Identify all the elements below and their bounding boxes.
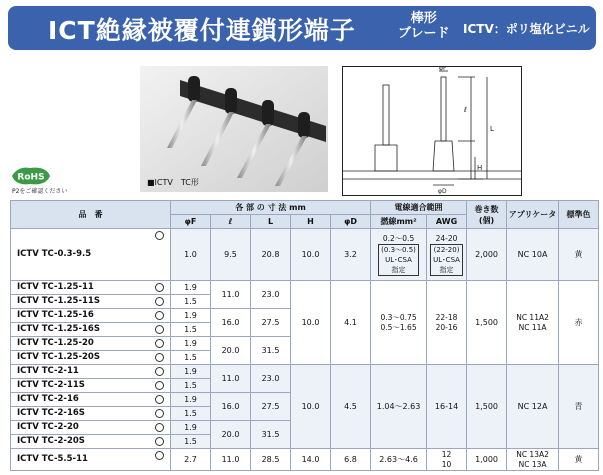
circle-mark-icon — [155, 437, 164, 446]
diagram-label-f: φF — [439, 67, 447, 72]
table-row: ICTV TC-2-11S 1.5 — [11, 379, 599, 393]
type-line1: 棒形 — [410, 11, 437, 26]
table-row: ICTV TC-1.25-20S 1.5 — [11, 351, 599, 365]
table-row: ICTV TC-2-16S 1.5 — [11, 407, 599, 421]
l-small-cell: 9.5 — [211, 229, 251, 281]
header-h: H — [291, 215, 331, 229]
circle-mark-icon — [155, 283, 164, 292]
awg-cert-box: (22-20) UL･CSA 指定 — [430, 244, 463, 276]
circle-mark-icon — [155, 367, 164, 376]
header-l-small: ℓ — [211, 215, 251, 229]
header-l-big: L — [251, 215, 291, 229]
circle-mark-icon — [155, 381, 164, 390]
terminal-photo-illustration — [140, 66, 328, 192]
circle-mark-icon — [155, 451, 164, 460]
color-cell: 黄 — [559, 229, 599, 281]
type-label — [398, 11, 449, 41]
product-photo — [140, 66, 328, 192]
qty-cell: 2,000 — [467, 229, 507, 281]
spec-table — [10, 200, 599, 471]
area-cell: 0.2～0.5 (0.3～0.5) UL･CSA 指定 — [371, 229, 427, 281]
circle-mark-icon — [155, 325, 164, 334]
l-big-cell: 20.8 — [251, 229, 291, 281]
diagram-label-l-big: L — [490, 125, 494, 133]
table-row: ICTV TC-2-20S 1.5 — [11, 435, 599, 449]
header-f: φF — [171, 215, 211, 229]
header-qty: 巻き数(個) — [467, 201, 507, 229]
header-dims: 各 部 の 寸 法 mm — [171, 201, 371, 215]
applicator-cell: NC 10A — [507, 229, 559, 281]
table-row: ICTV TC-2-20 1.9 20.0 31.5 — [11, 421, 599, 435]
circle-mark-icon — [155, 297, 164, 306]
table-row: ICTV TC-1.25-11 1.9 11.0 23.0 10.0 4.1 0.3～0.75 0.5～1.65 22-18 20-16 1,500 NC 11A2 NC 11A 赤 — [11, 281, 599, 295]
rohs-note: P2をご確認ください — [12, 188, 68, 195]
page-title: ICT絶縁被覆付連鎖形端子 — [48, 16, 356, 45]
header-color: 標準色 — [559, 201, 599, 229]
diagram-label-h: H — [477, 164, 483, 172]
type-line2: ブレード — [398, 26, 450, 41]
header-applicator: アプリケータ — [507, 201, 559, 229]
table-row: ICTV TC-1.25-16 1.9 16.0 27.5 — [11, 309, 599, 323]
circle-mark-icon — [155, 231, 164, 240]
header-banner — [8, 6, 596, 50]
table-row — [11, 229, 599, 281]
rohs-text: RoHS — [17, 172, 45, 183]
circle-mark-icon — [155, 395, 164, 404]
circle-mark-icon — [155, 311, 164, 320]
rohs-badge — [10, 166, 52, 186]
photo-caption: ■ICTV TC形 — [147, 178, 199, 187]
f-cell: 1.0 — [171, 229, 211, 281]
header-area: 撚線mm² — [371, 215, 427, 229]
area-cert-box: (0.3～0.5) UL･CSA 指定 — [378, 244, 419, 276]
table-row: ICTV TC-1.25-20 1.9 20.0 31.5 — [11, 337, 599, 351]
table-row: ICTV TC-1.25-16S 1.5 — [11, 323, 599, 337]
circle-mark-icon — [155, 339, 164, 348]
dimension-diagram — [342, 66, 522, 196]
table-row: ICTV TC-1.25-11S 1.5 — [11, 295, 599, 309]
material-label: ICTV：ポリ塩化ビニル — [463, 22, 590, 36]
circle-mark-icon — [155, 353, 164, 362]
header-awg: AWG — [427, 215, 467, 229]
diagram-label-l-small: ℓ — [464, 106, 467, 114]
header-wire: 電線適合範囲 — [371, 201, 467, 215]
diagram-label-d: φD — [438, 188, 447, 195]
table-row: ICTV TC-2-11 1.9 11.0 23.0 10.0 4.5 1.04～2.63 16-14 1,500 NC 12A 青 — [11, 365, 599, 379]
circle-mark-icon — [155, 423, 164, 432]
table-row: ICTV TC-2-16 1.9 16.0 27.5 — [11, 393, 599, 407]
terminal-drawing — [343, 67, 521, 195]
header-model: 品 番 — [11, 201, 171, 229]
circle-mark-icon — [155, 409, 164, 418]
h-cell: 10.0 — [291, 229, 331, 281]
awg-cell: 24-20 (22-20) UL･CSA 指定 — [427, 229, 467, 281]
d-cell: 3.2 — [331, 229, 371, 281]
header-d: φD — [331, 215, 371, 229]
table-row: ICTV TC-5.5-11 2.7 11.0 28.5 14.0 6.8 2.63～4.6 12 10 1,000 NC 13A2 NC 13A 黄 — [11, 449, 599, 471]
model-cell: ICTV TC-0.3-9.5 — [11, 229, 171, 281]
